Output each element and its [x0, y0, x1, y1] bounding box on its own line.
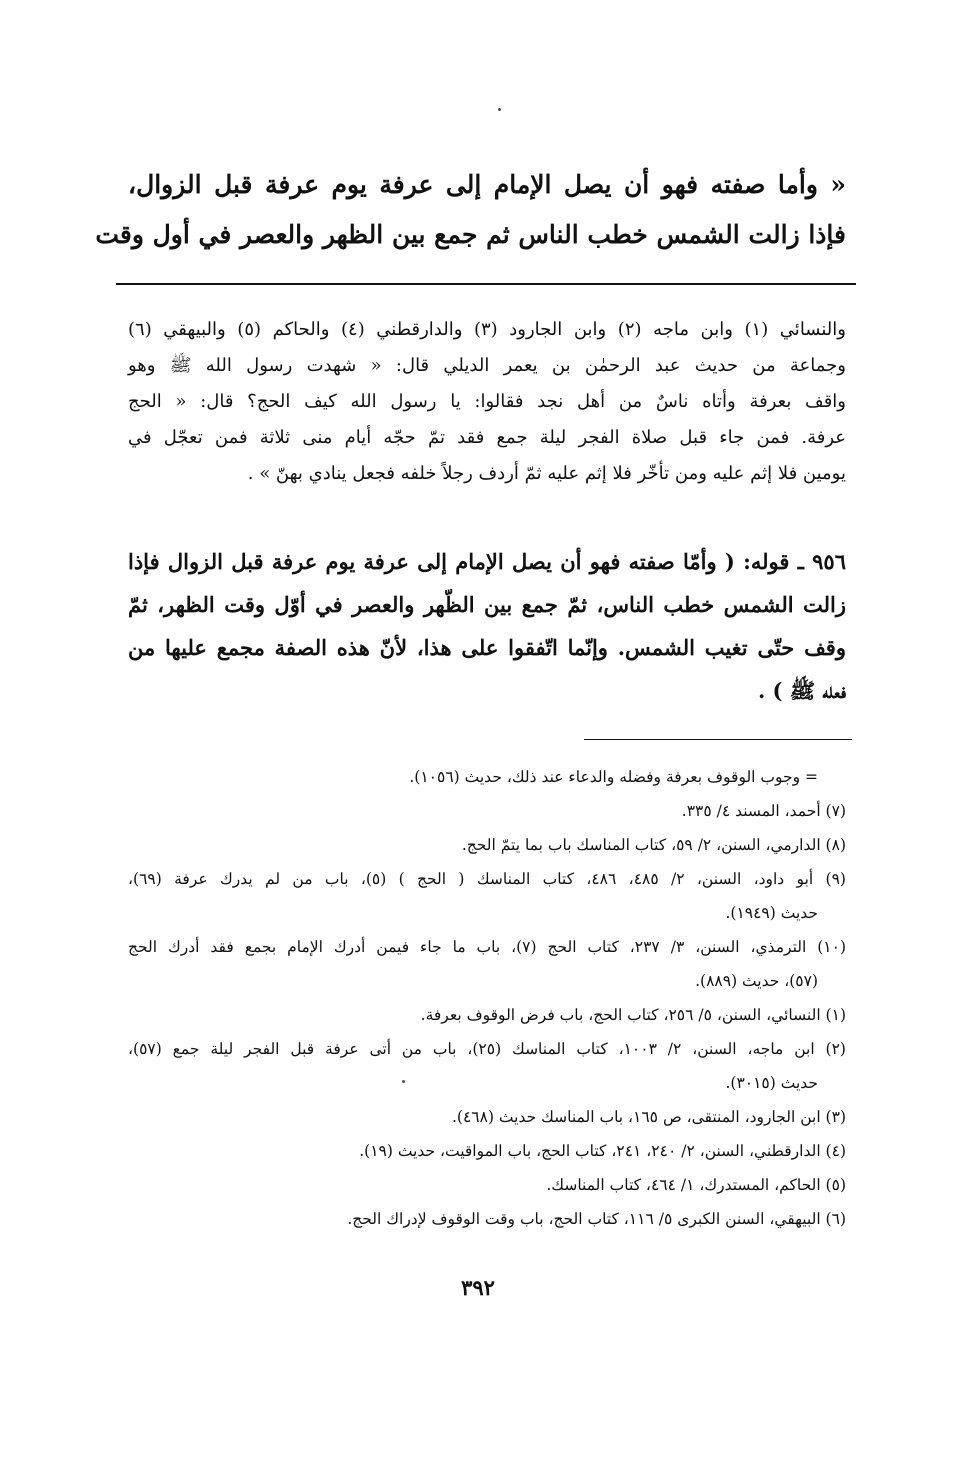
matn-line: فإذا زالت الشمس خطب الناس ثم جمع بين الظهر والعصر في أول وقت — [95, 220, 846, 249]
footnote-separator-rule — [584, 739, 852, 740]
commentary-line: والنسائي (١) وابن ماجه (٢) وابن الجارود (٣) والدارقطني (٤) والحاكم (٥) والبيهقي (٦) — [128, 319, 846, 340]
speck-mark — [498, 108, 501, 111]
footnote-line: (٩) أبو داود، السنن، ٢/ ٤٨٥، ٤٨٦، كتاب المناسك ( الحج ) (٥)، باب من لم يدرك عرفة (٦٩)، — [128, 870, 846, 888]
commentary-line: يومين فلا إثم عليه ومن تأخّر فلا إثم عليه ثمّ أردف رجلاً خلفه فجعل ينادي بهنّ » . — [247, 463, 846, 484]
footnote-line: حديث (٣٠١٥). — [725, 1074, 818, 1092]
footnote-line: = وجوب الوقوف بعرفة وفضله والدعاء عند ذلك، حديث (١٠٥٦). — [409, 768, 818, 786]
footnote-line: (١) النسائي، السنن، ٥/ ٢٥٦، كتاب الحج، باب فرض الوقوف بعرفة. — [420, 1006, 846, 1024]
page-number: ٣٩٢ — [461, 1275, 495, 1300]
footnote-line: حديث (١٩٤٩). — [725, 904, 818, 922]
commentary-bold-line: زالت الشمس خطب الناس، ثمّ جمع بين الظّهر والعصر في أوّل وقت الظهر، ثمّ — [128, 592, 846, 617]
commentary-continuation — [128, 312, 846, 492]
footnote-line: (١٠) الترمذي، السنن، ٣/ ٢٣٧، كتاب الحج (٧)، باب ما جاء فيمن أدرك الإمام بجمع فقد أدرك الحج — [128, 938, 847, 956]
commentary-bold-line: ٩٥٦ ـ قوله: ( وأمّا صفته فهو أن يصل الإمام إلى عرفة يوم عرفة قبل الزوال فإذا — [128, 549, 846, 574]
commentary-paragraph-956 — [128, 540, 846, 712]
footnote-line: (٦) البيهقي، السنن الكبرى ٥/ ١١٦، كتاب الحج، باب وقت الوقوف لإدراك الحج. — [347, 1210, 846, 1228]
commentary-line: واقف بعرفة وأتاه ناسٌ من أهل نجد فقالوا: يا رسول الله كيف الحج؟ قال: « الحج — [128, 391, 846, 412]
commentary-bold-line: فعله ﷺ ) . — [757, 678, 846, 703]
commentary-line: وجماعة من حديث عبد الرحمٰن بن يعمر الديلي قال: « شهدت رسول الله ﷺ وهو — [128, 355, 846, 376]
commentary-line: عرفة. فمن جاء قبل صلاة الفجر ليلة جمع فقد تمّ حجّه أيام منى ثلاثة فمن تعجّل في — [128, 427, 846, 448]
footnotes-list — [128, 760, 846, 1236]
footnote-line: (٥٧)، حديث (٨٨٩). — [695, 972, 818, 990]
matn-line: « وأما صفته فهو أن يصل الإمام إلى عرفة يوم عرفة قبل الزوال، — [128, 170, 846, 199]
commentary-bold-line: وقف حتّى تغيب الشمس. وإنّما اتّفقوا على هذا، لأنّ هذه الصفة مجمع عليها من — [128, 635, 846, 660]
footnote-line: (٧) أحمد، المسند ٤/ ٣٣٥. — [681, 802, 846, 820]
footnote-line: (٤) الدارقطني، السنن، ٢/ ٢٤٠، ٢٤١، كتاب الحج، باب المواقيت، حديث (١٩). — [359, 1142, 846, 1160]
matn-text — [95, 160, 846, 260]
footnote-line: (٥) الحاكم، المستدرك، ١/ ٤٦٤، كتاب المناسك. — [546, 1176, 846, 1194]
footnote-line: (٢) ابن ماجه، السنن، ٢/ ١٠٠٣، كتاب المناسك (٢٥)، باب من أتى عرفة قبل الفجر ليلة جمع (٥٧)، — [128, 1040, 846, 1058]
footnote-line: (٨) الدارمي، السنن، ٢/ ٥٩، كتاب المناسك باب بما يتمّ الحج. — [461, 836, 846, 854]
matn-separator-rule — [116, 283, 856, 285]
footnote-line: (٣) ابن الجارود، المنتقى، ص ١٦٥، باب المناسك حديث (٤٦٨). — [451, 1108, 846, 1126]
